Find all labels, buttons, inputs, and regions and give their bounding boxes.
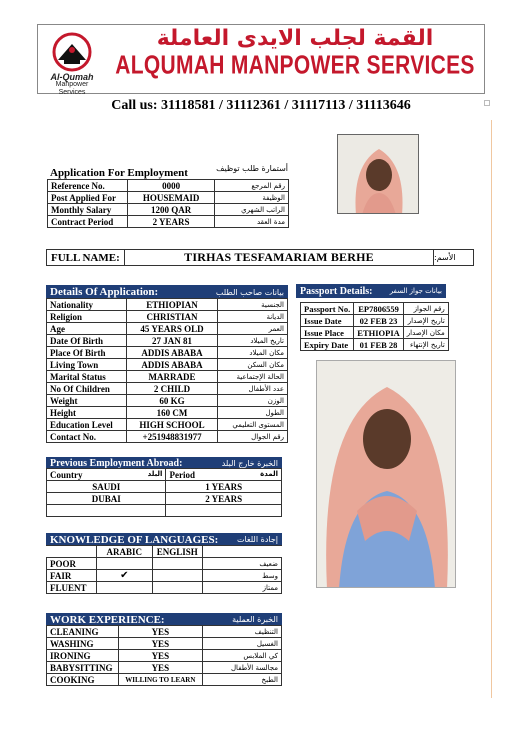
row-label: Reference No.	[48, 180, 128, 192]
table-row	[47, 626, 282, 638]
previous-employment-title: Previous Employment Abroad:	[50, 457, 183, 469]
passport-title: Passport Details:	[300, 285, 373, 297]
table-row	[301, 315, 449, 327]
row-label-arabic: المستوى التعليمي	[218, 419, 288, 431]
table-header-row	[47, 546, 282, 558]
row-label: Contact No.	[47, 431, 127, 443]
language-level-arabic: ممتاز	[202, 582, 281, 594]
table-row	[47, 493, 282, 505]
row-label: Contract Period	[48, 216, 128, 228]
row-value: ADDIS ABABA	[126, 359, 218, 371]
details-title-arabic: بيانات صاحب الطلب	[215, 287, 284, 297]
row-label-arabic: الوظيفة	[215, 192, 289, 204]
row-value: YES	[118, 650, 202, 662]
row-label-arabic: مجالسة الأطفال	[202, 662, 281, 674]
table-row	[47, 371, 288, 383]
full-name-value: TIRHAS TESFAMARIAM BERHE	[184, 250, 374, 264]
row-value: ETHIOPIA	[354, 327, 404, 339]
table-row	[301, 327, 449, 339]
full-name-label-arabic: الأسم:	[433, 250, 473, 265]
languages-title-arabic: إجادة اللغات	[236, 535, 278, 544]
row-value: YES	[118, 638, 202, 650]
table-row	[47, 558, 282, 570]
table-row	[47, 347, 288, 359]
details-title: Details Of Application:	[50, 286, 159, 298]
table-row	[47, 674, 282, 686]
row-value: 01 FEB 28	[354, 339, 404, 351]
row-value: ADDIS ABABA	[126, 347, 218, 359]
row-label-arabic: الطبخ	[202, 674, 281, 686]
arabic-level-check: ✔	[96, 570, 152, 582]
call-us-line: Call us: 31118581 / 31112361 / 31117113 / 31113646	[111, 98, 411, 113]
row-label: Living Town	[47, 359, 127, 371]
country-cell: SAUDI	[47, 481, 166, 493]
application-table	[47, 179, 289, 228]
row-label-arabic: عدد الأطفال	[218, 383, 288, 395]
row-value: 45 YEARS OLD	[126, 323, 218, 335]
row-label: Education Level	[47, 419, 127, 431]
empty-header-cell	[202, 546, 281, 558]
table-row	[47, 582, 282, 594]
row-label: Expiry Date	[301, 339, 354, 351]
table-row	[47, 431, 288, 443]
logo-subtitle: Manpower Services	[55, 81, 89, 96]
row-label-arabic: تاريخ الإنتهاء	[403, 339, 448, 351]
application-title-arabic: أستمارة طلب توظيف	[216, 164, 288, 173]
row-label: Issue Date	[301, 315, 354, 327]
row-label-arabic: مكان السكن	[218, 359, 288, 371]
table-row	[48, 192, 289, 204]
table-row	[47, 481, 282, 493]
full-name-label: FULL NAME:	[47, 250, 125, 265]
table-row	[47, 505, 282, 517]
row-value: HOUSEMAID	[127, 192, 215, 204]
corner-mark	[484, 100, 490, 106]
previous-employment-table	[46, 468, 282, 517]
table-row	[47, 383, 288, 395]
row-label: Religion	[47, 311, 127, 323]
table-row	[47, 419, 288, 431]
country-header-arabic: البلد	[147, 469, 163, 478]
row-label-arabic: الوزن	[218, 395, 288, 407]
row-value: WILLING TO LEARN	[118, 674, 202, 686]
row-label: Nationality	[47, 299, 127, 311]
logo-caption	[42, 73, 102, 97]
languages-title: KNOWLEDGE OF LANGUAGES:	[50, 533, 219, 546]
row-value: ETHIOPIAN	[126, 299, 218, 311]
table-row	[301, 339, 449, 351]
row-label: Post Applied For	[48, 192, 128, 204]
table-row	[301, 303, 449, 315]
row-value: HIGH SCHOOL	[126, 419, 218, 431]
period-header-label: Period	[169, 469, 195, 480]
table-row	[47, 395, 288, 407]
table-row	[47, 650, 282, 662]
table-row	[47, 311, 288, 323]
row-label: Issue Place	[301, 327, 354, 339]
row-label-arabic: مكان الميلاد	[218, 347, 288, 359]
row-value: EP7806559	[354, 303, 404, 315]
application-title: Application For Employment	[50, 167, 188, 179]
row-label: Marital Status	[47, 371, 127, 383]
row-label-arabic: مدة العقد	[215, 216, 289, 228]
row-value: 0000	[127, 180, 215, 192]
english-level-check	[152, 582, 202, 594]
empty-header-cell	[47, 546, 97, 558]
passport-section-header	[296, 284, 446, 298]
row-label-arabic: الغسيل	[202, 638, 281, 650]
period-header	[166, 469, 282, 481]
row-value: 2 CHILD	[126, 383, 218, 395]
row-label-arabic: الجنسية	[218, 299, 288, 311]
period-cell: 1 YEARS	[166, 481, 282, 493]
row-value: CHRISTIAN	[126, 311, 218, 323]
row-value: 02 FEB 23	[354, 315, 404, 327]
period-header-arabic: المدة	[260, 469, 278, 478]
row-label-arabic: الطول	[218, 407, 288, 419]
languages-table	[46, 545, 282, 594]
row-label: Age	[47, 323, 127, 335]
language-level-label: POOR	[47, 558, 97, 570]
language-level-arabic: وسط	[202, 570, 281, 582]
english-level-check	[152, 570, 202, 582]
row-label: Date Of Birth	[47, 335, 127, 347]
row-label-arabic: تاريخ الإصدار	[403, 315, 448, 327]
work-experience-title-arabic: الخبرة العملية	[232, 615, 278, 624]
table-row	[48, 204, 289, 216]
details-section-header	[46, 285, 288, 299]
row-value: YES	[118, 626, 202, 638]
row-label: Place Of Birth	[47, 347, 127, 359]
table-row	[48, 216, 289, 228]
english-level-check	[152, 558, 202, 570]
full-name-row	[46, 249, 474, 266]
arabic-column-header: ARABIC	[96, 546, 152, 558]
company-english-title: ALQUMAH MANPOWER SERVICES	[115, 51, 475, 80]
period-cell: 2 YEARS	[166, 493, 282, 505]
country-cell: DUBAI	[47, 493, 166, 505]
row-label-arabic: مكان الإصدار	[403, 327, 448, 339]
previous-employment-title-arabic: الخبرة خارج البلد	[221, 458, 278, 468]
row-label: Monthly Salary	[48, 204, 128, 216]
row-label-arabic: رقم الجوال	[218, 431, 288, 443]
row-label: CLEANING	[47, 626, 119, 638]
language-level-label: FLUENT	[47, 582, 97, 594]
row-label: WASHING	[47, 638, 119, 650]
language-level-arabic: ضعيف	[202, 558, 281, 570]
row-label: IRONING	[47, 650, 119, 662]
company-arabic-title: القمة لجلب الايدى العاملة	[156, 26, 434, 51]
row-value: 2 YEARS	[127, 216, 215, 228]
row-label-arabic: كي الملابس	[202, 650, 281, 662]
passport-table	[300, 302, 449, 351]
row-value: 27 JAN 81	[126, 335, 218, 347]
country-header	[47, 469, 166, 481]
work-experience-table	[46, 625, 282, 686]
arabic-level-check	[96, 582, 152, 594]
period-cell	[166, 505, 282, 517]
passport-title-arabic: بيانات جواز السفر	[389, 287, 442, 295]
applicant-photo-small	[337, 134, 419, 214]
arabic-level-check	[96, 558, 152, 570]
details-table	[46, 298, 288, 443]
row-label: Height	[47, 407, 127, 419]
row-value: YES	[118, 662, 202, 674]
table-row	[47, 407, 288, 419]
row-label-arabic: الراتب الشهري	[215, 204, 289, 216]
applicant-photo-large	[316, 360, 456, 588]
country-cell	[47, 505, 166, 517]
row-label: BABYSITTING	[47, 662, 119, 674]
row-value: 160 CM	[126, 407, 218, 419]
language-level-label: FAIR	[47, 570, 97, 582]
row-label-arabic: العمر	[218, 323, 288, 335]
table-row	[47, 662, 282, 674]
row-label: COOKING	[47, 674, 119, 686]
table-row	[48, 180, 289, 192]
table-header-row	[47, 469, 282, 481]
row-label-arabic: رقم الجواز	[403, 303, 448, 315]
english-column-header: ENGLISH	[152, 546, 202, 558]
row-label-arabic: تاريخ الميلاد	[218, 335, 288, 347]
country-header-label: Country	[50, 469, 83, 480]
row-label: Passport No.	[301, 303, 354, 315]
row-label-arabic: التنظيف	[202, 626, 281, 638]
row-value: +251948831977	[126, 431, 218, 443]
row-label: No Of Children	[47, 383, 127, 395]
work-experience-title: WORK EXPERIENCE:	[50, 613, 165, 626]
row-value: 1200 QAR	[127, 204, 215, 216]
table-row	[47, 335, 288, 347]
row-label-arabic: الحالة الإجتماعية	[218, 371, 288, 383]
table-row	[47, 299, 288, 311]
table-row	[47, 570, 282, 582]
row-value: MARRADE	[126, 371, 218, 383]
row-value: 60 KG	[126, 395, 218, 407]
row-label-arabic: رقم المرجع	[215, 180, 289, 192]
row-label-arabic: الديانة	[218, 311, 288, 323]
table-row	[47, 323, 288, 335]
logo-brand: Al-Qumah	[50, 72, 94, 82]
table-row	[47, 638, 282, 650]
row-label: Weight	[47, 395, 127, 407]
table-row	[47, 359, 288, 371]
